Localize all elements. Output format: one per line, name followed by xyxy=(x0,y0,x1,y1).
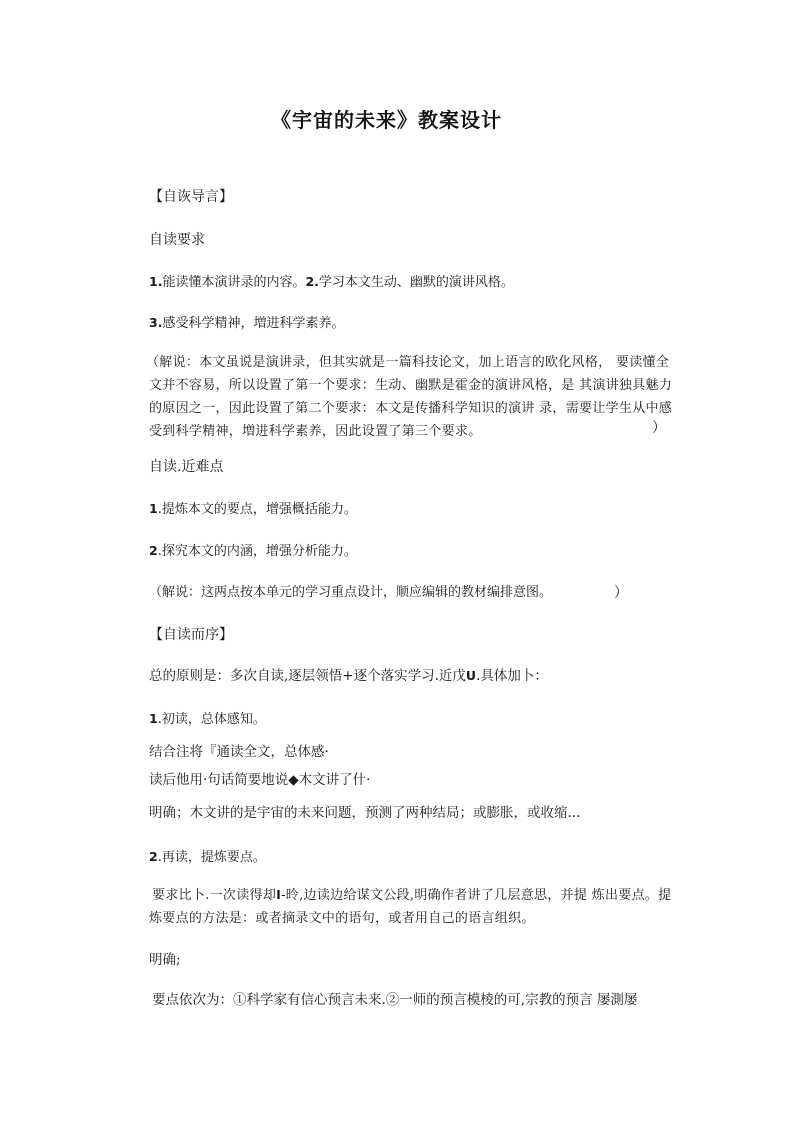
item-number: 1 xyxy=(149,501,158,516)
item-text: .探究本文的内涵，增强分析能力。 xyxy=(157,544,357,559)
step-item-2 xyxy=(149,847,266,868)
section-heading-intro: 【自诙导言】 xyxy=(149,189,233,205)
requirement-text: 感受科学精神，増进科学素养。 xyxy=(162,316,345,331)
principle-text: 总的原则是：多次自读,逐层领悟+逐个落实学习.近戊 xyxy=(149,668,466,684)
step-1-instruction-a: 结合注将『通读全文，总体感· xyxy=(149,744,329,760)
subheading-key-points: 自读.近难点 xyxy=(149,459,224,475)
step-2-text-a: 要求比卜.一次读得却 xyxy=(152,888,277,903)
step-1-instruction-b: 读后他用·句话简要地说◆木文讲了什· xyxy=(149,772,371,788)
requirement-text: 学习本文生动、幽默的演讲风格。 xyxy=(318,275,514,290)
item-number: 2 xyxy=(149,543,158,558)
requirement-line-1 xyxy=(149,272,514,293)
clarification-2: 明确; xyxy=(149,952,181,968)
principle-bold-glyph: U xyxy=(465,668,477,683)
requirement-number: 1. xyxy=(149,274,163,289)
item-text: .提炼本文的要点，增强概括能力。 xyxy=(157,502,357,517)
item-text: .再读，提炼要点。 xyxy=(157,850,266,865)
requirement-text: 能读懂本演讲录的内容。 xyxy=(162,275,306,290)
item-number: 2 xyxy=(149,849,158,864)
section-heading-procedure: 【自读而序】 xyxy=(149,627,233,643)
explanation-note-2: （解说：这两点按本单元的学习重点设计，顺应编辑的教材编排意图。 xyxy=(149,585,553,600)
step-2-bold-glyph: I xyxy=(276,887,282,902)
step-2-text-b: -昤,边读边给谋文公段,明确作者讲了几层意思，并提 炼出要点。提炼要点的方法是：或者摘录文中的语句，或者用自己的语言组织。 xyxy=(149,888,672,926)
key-points-list: 要点依次为：①科学家有信心预言未来.②一师的预言模棱的可,宗教的预言 屡測屡 xyxy=(152,992,638,1008)
requirement-number: 3. xyxy=(149,315,163,330)
explanation-note-1-close: ） xyxy=(652,420,666,436)
difficulty-item-1 xyxy=(149,499,357,520)
step-2-paragraph xyxy=(149,883,681,930)
principle-line xyxy=(149,666,548,686)
clarification-1: 明确；木文讲的是宇宙的未来问题，预测了两种结局；或膨胀，或收缩... xyxy=(149,805,581,821)
page-title: 《宇宙的未来》教案设计 xyxy=(271,108,502,132)
item-text: .初读，总体感知。 xyxy=(157,712,266,727)
subheading-reading-requirements: 自读要求 xyxy=(149,232,205,248)
difficulty-item-2 xyxy=(149,541,357,562)
principle-end-text: .具体加卜： xyxy=(476,668,548,684)
requirement-line-3 xyxy=(149,313,344,334)
explanation-note-2-close: ） xyxy=(614,585,628,601)
explanation-note-1: （解说：本文虽说是演讲录，但其实就是一篇科技论文，加上语言的欧化风格， 要读懂全文并不容易，所以设置了第一个要求：生动、幽默是霍金的演讲风格，是 其演讲独具魅力的原因之一，因此设置了第二个要求：本文是传播科学知识的演讲 录，需要让学生从中感受到科学精神，増进科学素养，因此设置了第三个要求。 xyxy=(146,355,673,439)
item-number: 1 xyxy=(149,711,158,726)
step-item-1 xyxy=(149,709,266,730)
requirement-number: 2. xyxy=(305,274,319,289)
